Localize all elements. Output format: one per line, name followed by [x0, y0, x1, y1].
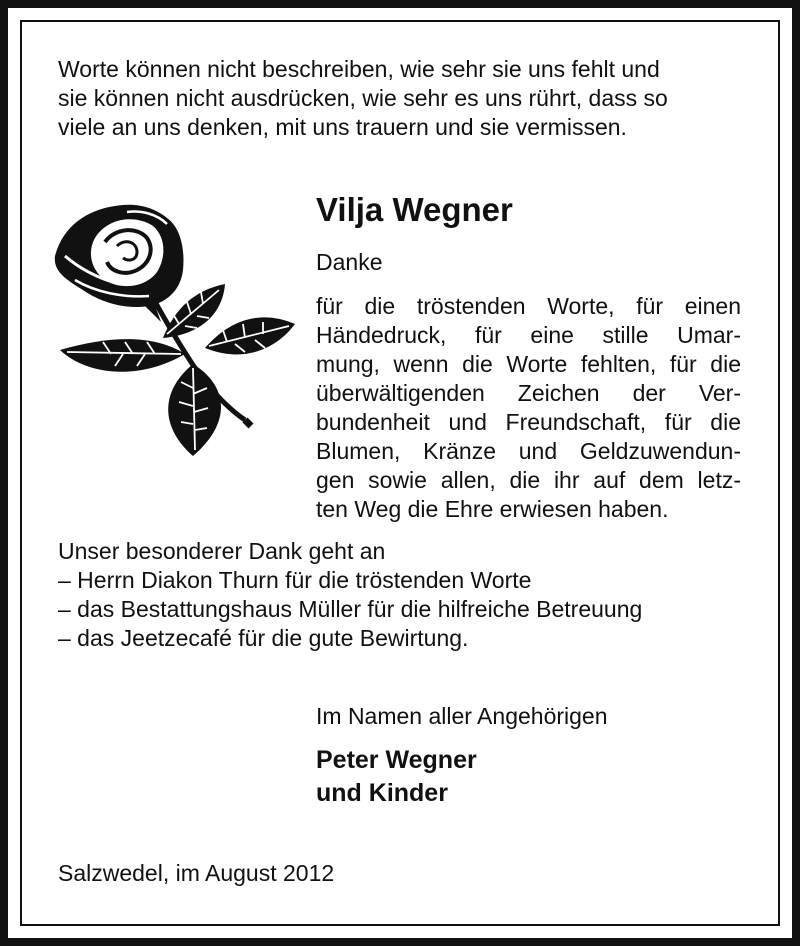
danke-label: Danke: [316, 249, 383, 275]
intro-line: Worte können nicht beschreiben, wie sehr sie uns fehlt und: [58, 56, 660, 82]
paragraph-line: Händedruck, für eine stille Umar-: [316, 322, 741, 348]
rose-icon: [45, 198, 300, 460]
paragraph-line: ten Weg die Ehre erwiesen haben.: [316, 496, 669, 522]
paragraph-line: gen sowie allen, die ihr auf dem letz-: [316, 467, 741, 493]
paragraph-line: überwältigenden Zeichen der Ver-: [316, 380, 741, 406]
on-behalf-text: Im Namen aller Angehörigen: [316, 703, 608, 729]
special-thanks-item: – das Jeetzecafé für die gute Bewirtung.: [58, 625, 469, 651]
special-thanks-heading: Unser besonderer Dank geht an: [58, 538, 386, 564]
place-date: Salzwedel, im August 2012: [58, 860, 335, 886]
paragraph-line: Blumen, Kränze und Geldzuwendun-: [316, 438, 741, 464]
special-thanks-item: – das Bestattungshaus Müller für die hilfreiche Betreuung: [58, 596, 643, 622]
intro-text: [58, 55, 758, 142]
paragraph-line: für die tröstenden Worte, für einen: [316, 293, 741, 319]
intro-line: sie können nicht ausdrücken, wie sehr es uns rührt, dass so: [58, 85, 668, 111]
signatory-name: und Kinder: [316, 779, 448, 807]
intro-line: viele an uns denken, mit uns trauern und sie vermissen.: [58, 114, 627, 140]
signatories: [316, 744, 477, 810]
signatory-name: Peter Wegner: [316, 746, 477, 774]
paragraph-line: mung, wenn die Worte fehlten, für die: [316, 351, 741, 377]
special-thanks: [58, 537, 642, 653]
thanks-paragraph: [316, 292, 741, 524]
deceased-name: Vilja Wegner: [316, 191, 513, 228]
paragraph-line: bundenheit und Freundschaft, für die: [316, 409, 741, 435]
special-thanks-item: – Herrn Diakon Thurn für die tröstenden Worte: [58, 567, 532, 593]
